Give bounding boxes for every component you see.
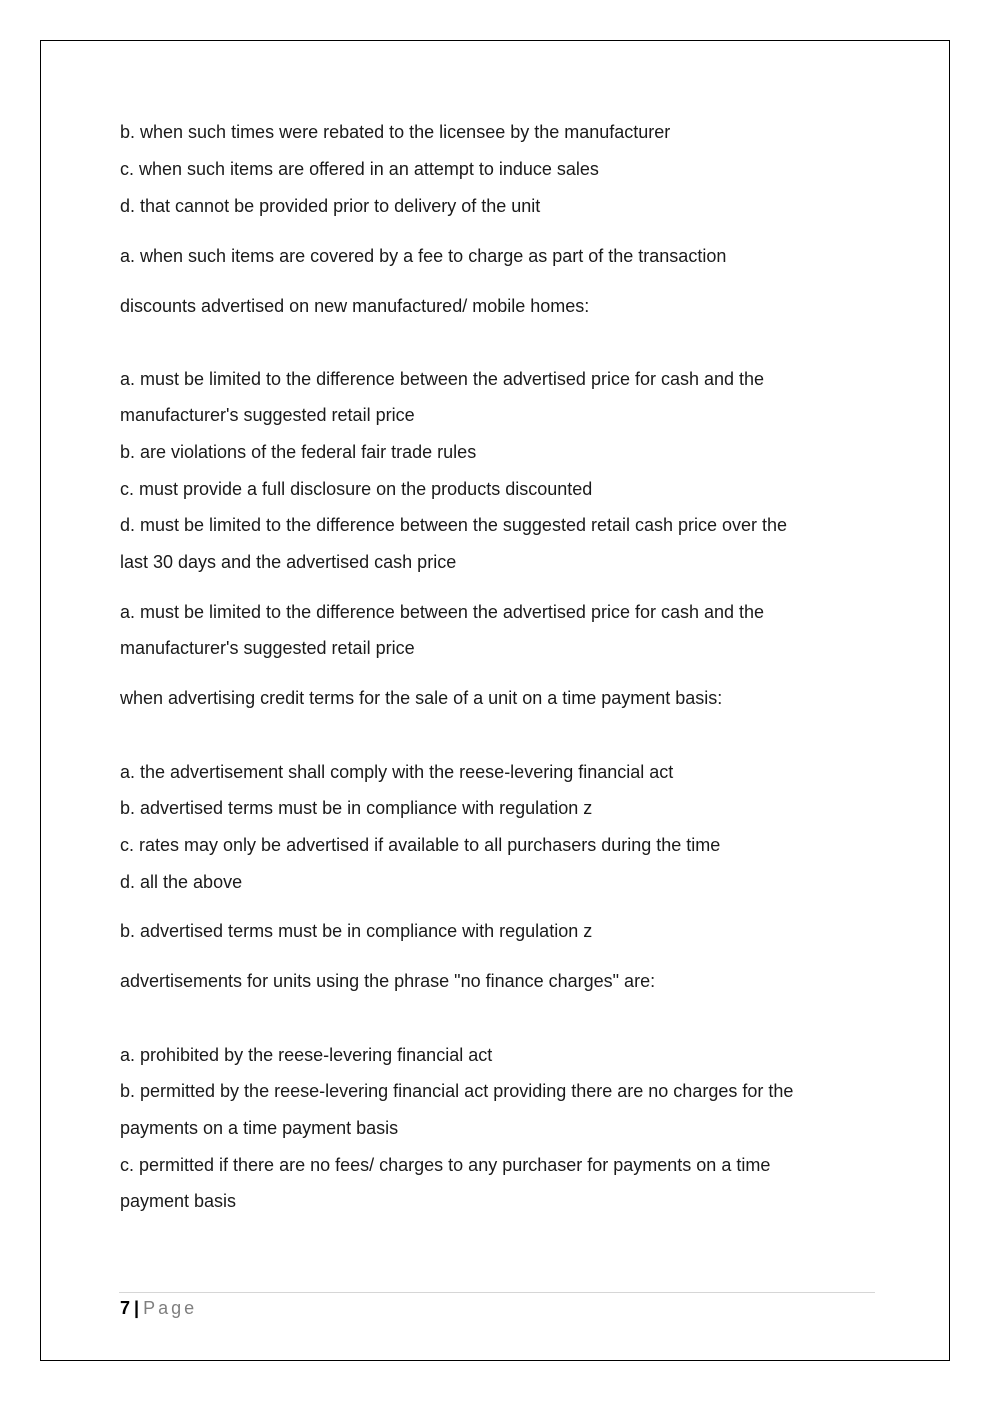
option-line: c. when such items are offered in an attempt to induce sales <box>120 159 599 179</box>
question-line: when advertising credit terms for the sale of a unit on a time payment basis: <box>120 688 723 708</box>
page-footer <box>120 1297 197 1319</box>
option-line: b. permitted by the reese-levering financial act providing there are no charges for the <box>120 1081 794 1101</box>
page-number: 7 <box>120 1298 131 1318</box>
page-label: Page <box>143 1298 198 1318</box>
option-line: c. permitted if there are no fees/ charges to any purchaser for payments on a time <box>120 1155 771 1175</box>
option-line: a. the advertisement shall comply with the reese-levering financial act <box>120 762 674 782</box>
option-line: b. when such times were rebated to the licensee by the manufacturer <box>120 122 671 142</box>
option-line: a. must be limited to the difference between the advertised price for cash and the <box>120 369 765 389</box>
option-line: c. rates may only be advertised if available to all purchasers during the time <box>120 835 721 855</box>
option-line: b. are violations of the federal fair trade rules <box>120 442 477 462</box>
option-line: a. prohibited by the reese-levering financial act <box>120 1045 493 1065</box>
option-line: last 30 days and the advertised cash price <box>120 552 457 572</box>
question-line: advertisements for units using the phrase "no finance charges" are: <box>120 971 656 991</box>
option-line: payment basis <box>120 1191 237 1211</box>
footer-divider <box>119 1292 875 1293</box>
answer-line: a. when such items are covered by a fee to charge as part of the transaction <box>120 246 727 266</box>
question-line: discounts advertised on new manufactured/ mobile homes: <box>120 296 590 316</box>
option-line: manufacturer's suggested retail price <box>120 405 415 425</box>
option-line: payments on a time payment basis <box>120 1118 399 1138</box>
answer-line: b. advertised terms must be in compliance with regulation z <box>120 921 593 941</box>
option-line: d. must be limited to the difference between the suggested retail cash price over the <box>120 515 788 535</box>
page-separator: | <box>134 1298 140 1318</box>
answer-line: a. must be limited to the difference between the advertised price for cash and the <box>120 602 765 622</box>
option-line: d. that cannot be provided prior to delivery of the unit <box>120 196 541 216</box>
option-line: d. all the above <box>120 872 243 892</box>
answer-line: manufacturer's suggested retail price <box>120 638 415 658</box>
option-line: b. advertised terms must be in compliance with regulation z <box>120 798 593 818</box>
option-line: c. must provide a full disclosure on the products discounted <box>120 479 593 499</box>
